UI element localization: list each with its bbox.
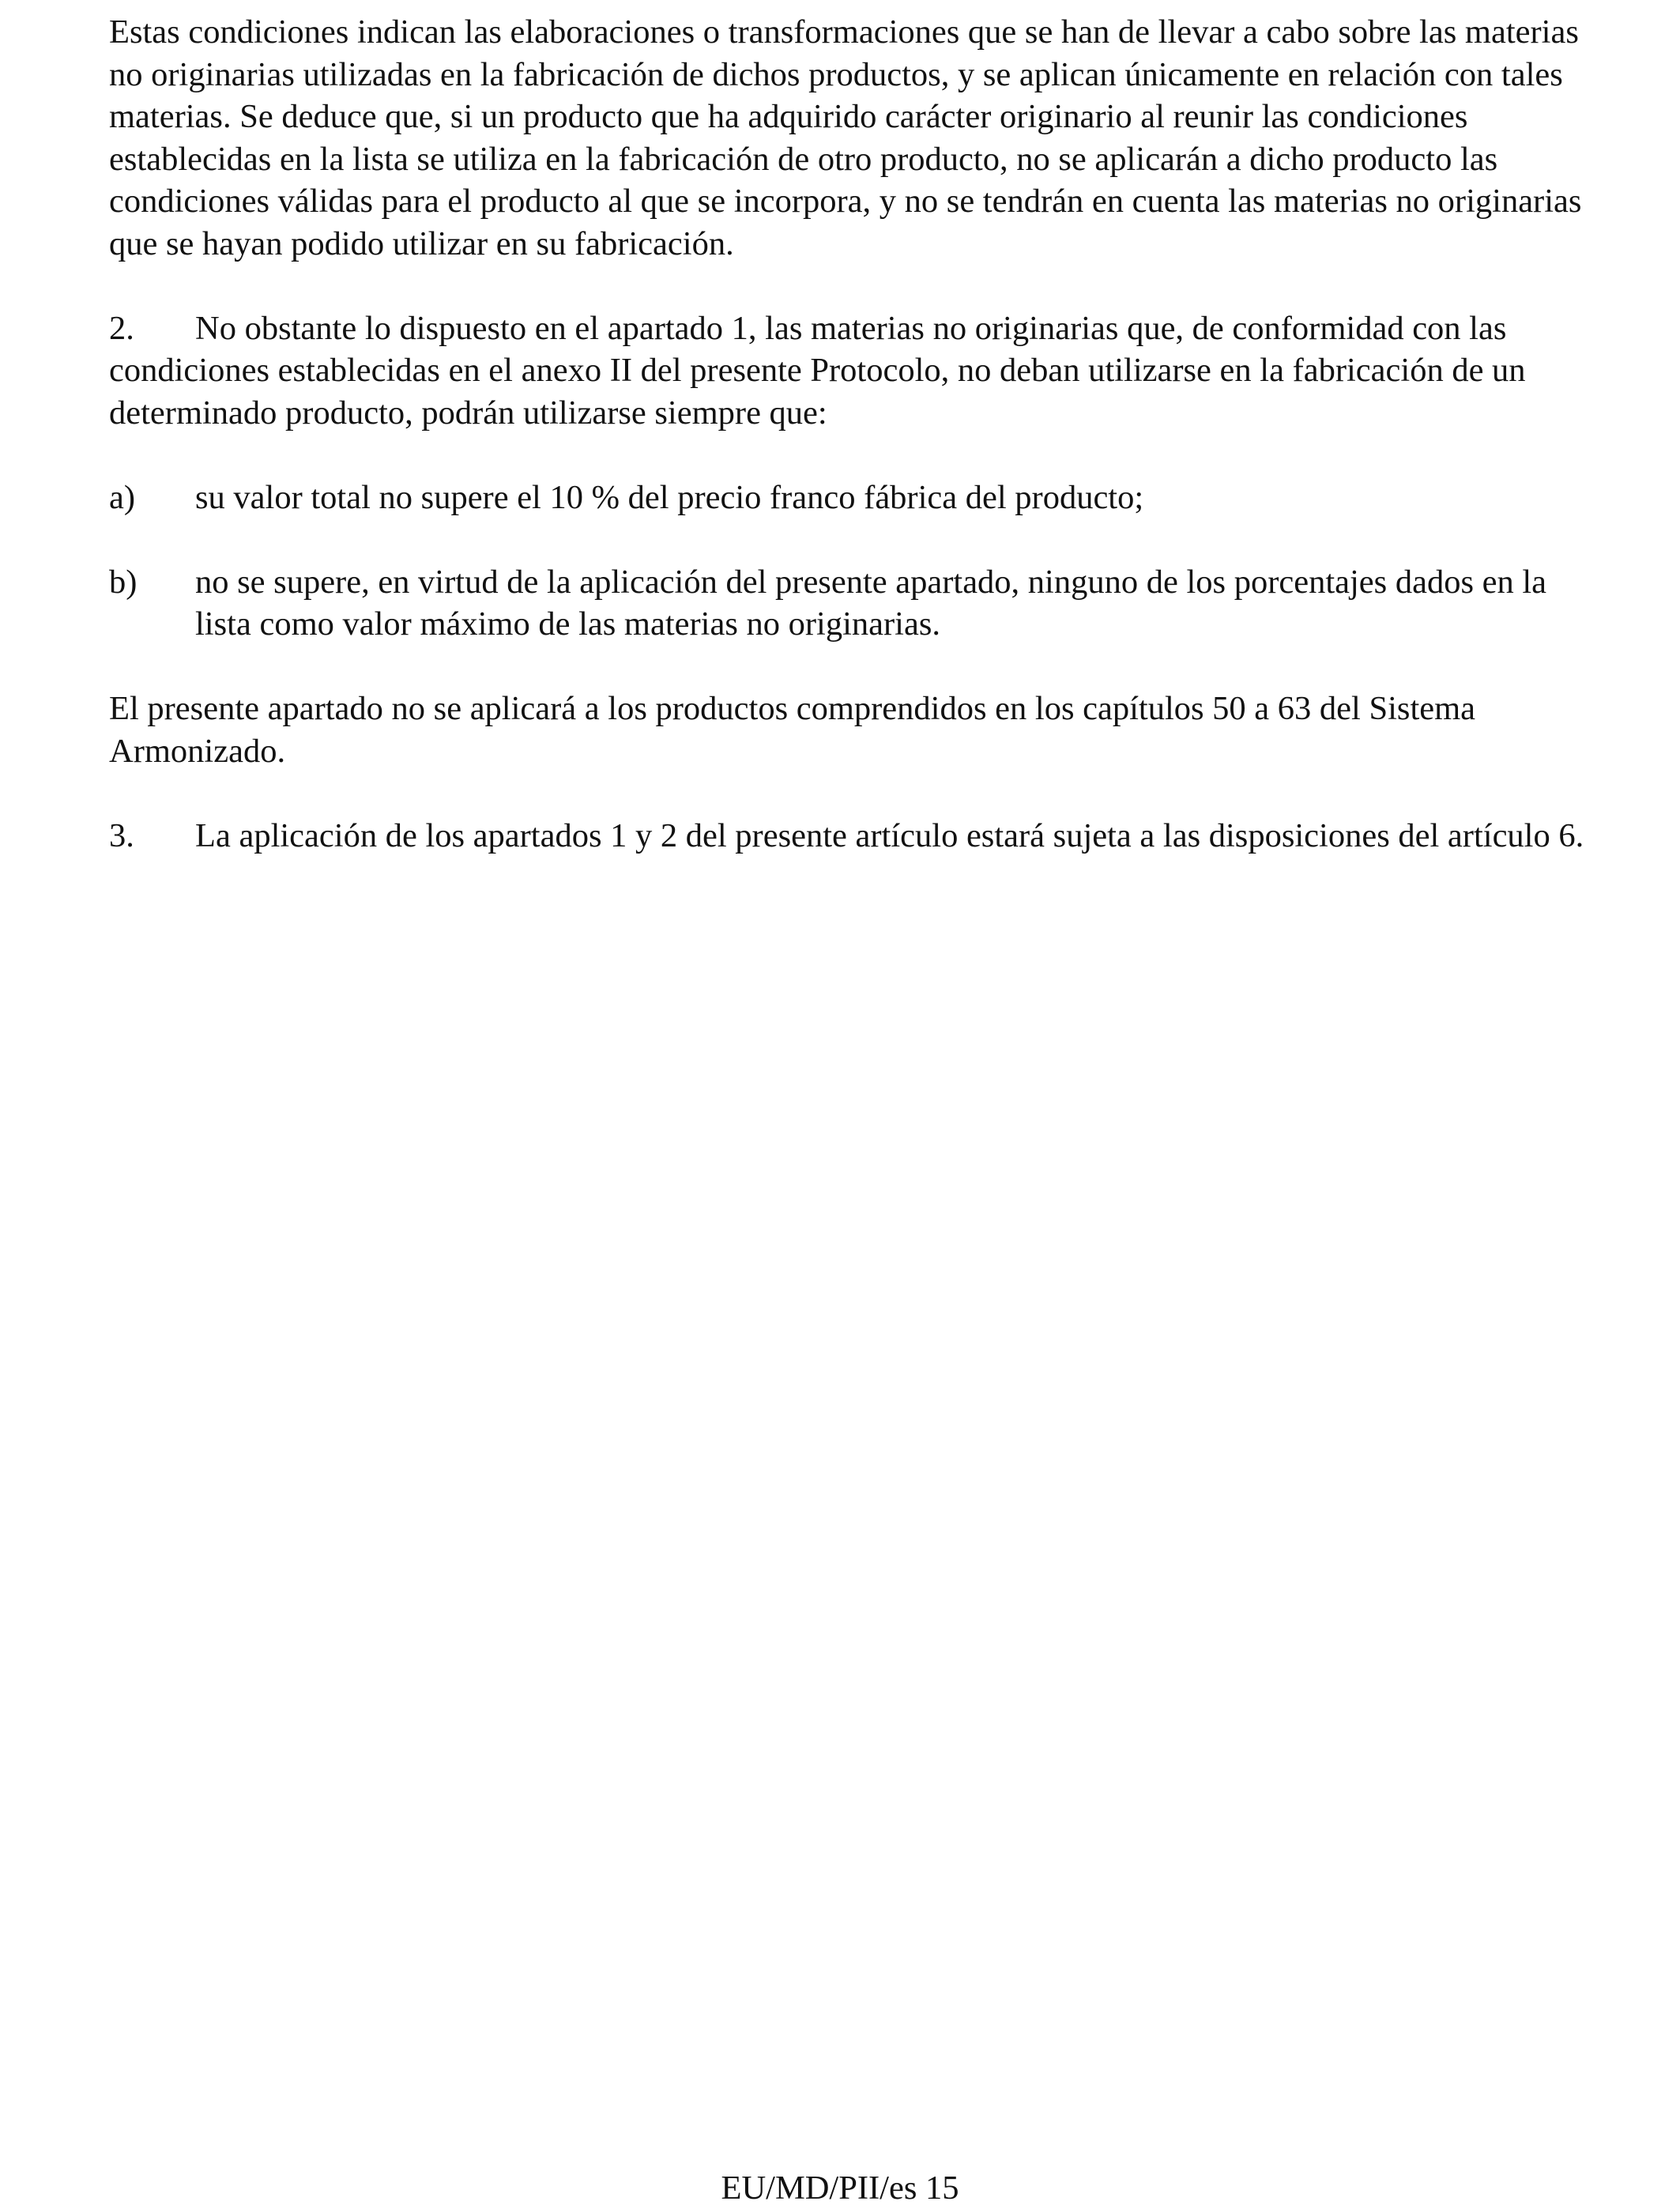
section-2-paragraph (109, 307, 1595, 435)
list-item-a (109, 477, 1595, 519)
section-2-text: No obstante lo dispuesto en el apartado 1, las materias no originarias que, de conformidad con las condiciones establecidas en el anexo II del presente Protocolo, no deban utilizarse en la fabricación de un determinado producto, podrán utilizarse siempre que: (109, 309, 1526, 432)
list-item-b (109, 561, 1595, 646)
section-3-paragraph (109, 815, 1595, 858)
list-item-text: su valor total no supere el 10 % del precio franco fábrica del producto; (195, 478, 1144, 516)
section-3-number: 3. (109, 816, 134, 854)
exclusion-paragraph: El presente apartado no se aplicará a los productos comprendidos en los capítulos 50 a 63 del Sistema Armonizado. (109, 690, 1476, 770)
document-page (109, 11, 1595, 899)
list-item-marker: a) (109, 478, 136, 516)
page-footer-reference: EU/MD/PII/es 15 (721, 2169, 959, 2207)
list-item-marker: b) (109, 563, 137, 601)
list-item-text: no se supere, en virtud de la aplicación del presente apartado, ninguno de los porcentajes dados en la lista como valor máximo de las materias no originarias. (195, 563, 1547, 643)
section-3-text: La aplicación de los apartados 1 y 2 del presente artículo estará sujeta a las disposiciones del artículo 6. (195, 816, 1584, 854)
intro-paragraph: Estas condiciones indican las elaboraciones o transformaciones que se han de llevar a cabo sobre las materias no originarias utilizadas en la fabricación de dichos productos, y se aplican únicamente en relación con tales materias. Se deduce que, si un producto que ha adquirido carácter originario al reunir las condiciones establecidas en la lista se utiliza en la fabricación de otro producto, no se aplicarán a dicho producto las condiciones válidas para el producto al que se incorpora, y no se tendrán en cuenta las materias no originarias que se hayan podido utilizar en su fabricación. (109, 13, 1582, 262)
section-2-number: 2. (109, 309, 134, 347)
